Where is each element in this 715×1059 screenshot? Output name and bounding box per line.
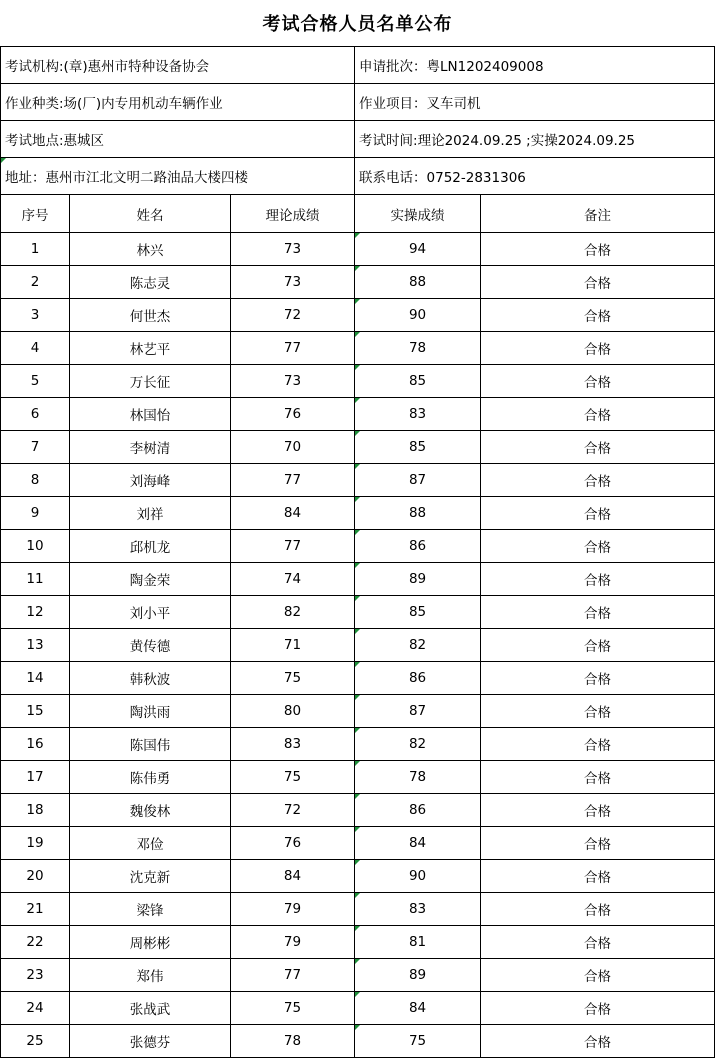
table-row bbox=[1, 761, 715, 794]
cell-remark: 合格 bbox=[481, 893, 715, 926]
info-row bbox=[1, 47, 715, 84]
cell-practice-score: 82 bbox=[355, 728, 481, 761]
cell-no: 13 bbox=[1, 629, 70, 662]
cell-name: 韩秋波 bbox=[70, 662, 231, 695]
table-row bbox=[1, 299, 715, 332]
cell-practice-score: 94 bbox=[355, 233, 481, 266]
cell-name: 魏俊林 bbox=[70, 794, 231, 827]
cell-no: 10 bbox=[1, 530, 70, 563]
work-item: 作业项目：叉车司机 bbox=[355, 84, 715, 121]
cell-remark: 合格 bbox=[481, 926, 715, 959]
cell-remark: 合格 bbox=[481, 827, 715, 860]
cell-name: 黄传德 bbox=[70, 629, 231, 662]
cell-practice-score: 78 bbox=[355, 332, 481, 365]
table-row bbox=[1, 563, 715, 596]
cell-name: 万长征 bbox=[70, 365, 231, 398]
cell-name: 周彬彬 bbox=[70, 926, 231, 959]
table-row bbox=[1, 497, 715, 530]
cell-practice-score: 83 bbox=[355, 398, 481, 431]
cell-practice-score: 85 bbox=[355, 596, 481, 629]
cell-practice-score: 82 bbox=[355, 629, 481, 662]
table-row bbox=[1, 992, 715, 1025]
cell-name: 陶洪雨 bbox=[70, 695, 231, 728]
cell-theory-score: 73 bbox=[231, 266, 355, 299]
table-row bbox=[1, 464, 715, 497]
cell-name: 沈克新 bbox=[70, 860, 231, 893]
cell-theory-score: 77 bbox=[231, 530, 355, 563]
cell-theory-score: 73 bbox=[231, 233, 355, 266]
cell-remark: 合格 bbox=[481, 464, 715, 497]
cell-remark: 合格 bbox=[481, 629, 715, 662]
cell-theory-score: 84 bbox=[231, 497, 355, 530]
cell-no: 23 bbox=[1, 959, 70, 992]
page-title: 考试合格人员名单公布 bbox=[262, 14, 453, 35]
exam-time: 考试时间:理论2024.09.25 ;实操2024.09.25 bbox=[355, 121, 715, 158]
cell-theory-score: 79 bbox=[231, 926, 355, 959]
cell-name: 邓俭 bbox=[70, 827, 231, 860]
cell-remark: 合格 bbox=[481, 299, 715, 332]
cell-name: 林艺平 bbox=[70, 332, 231, 365]
table-row bbox=[1, 431, 715, 464]
cell-no: 19 bbox=[1, 827, 70, 860]
cell-practice-score: 81 bbox=[355, 926, 481, 959]
cell-name: 陈志灵 bbox=[70, 266, 231, 299]
cell-remark: 合格 bbox=[481, 794, 715, 827]
cell-theory-score: 73 bbox=[231, 365, 355, 398]
column-header-no: 序号 bbox=[1, 195, 70, 233]
cell-remark: 合格 bbox=[481, 497, 715, 530]
cell-practice-score: 90 bbox=[355, 860, 481, 893]
table-row bbox=[1, 794, 715, 827]
cell-no: 18 bbox=[1, 794, 70, 827]
cell-remark: 合格 bbox=[481, 596, 715, 629]
cell-name: 梁锋 bbox=[70, 893, 231, 926]
cell-remark: 合格 bbox=[481, 398, 715, 431]
cell-remark: 合格 bbox=[481, 992, 715, 1025]
cell-theory-score: 79 bbox=[231, 893, 355, 926]
contact-phone: 联系电话：0752-2831306 bbox=[355, 158, 715, 195]
cell-remark: 合格 bbox=[481, 728, 715, 761]
table-row bbox=[1, 827, 715, 860]
cell-remark: 合格 bbox=[481, 365, 715, 398]
table-row bbox=[1, 332, 715, 365]
cell-no: 22 bbox=[1, 926, 70, 959]
cell-practice-score: 87 bbox=[355, 464, 481, 497]
cell-no: 1 bbox=[1, 233, 70, 266]
cell-practice-score: 88 bbox=[355, 266, 481, 299]
info-row bbox=[1, 84, 715, 121]
cell-theory-score: 84 bbox=[231, 860, 355, 893]
cell-practice-score: 84 bbox=[355, 992, 481, 1025]
table-row bbox=[1, 629, 715, 662]
cell-no: 20 bbox=[1, 860, 70, 893]
cell-name: 林兴 bbox=[70, 233, 231, 266]
cell-name: 陈国伟 bbox=[70, 728, 231, 761]
cell-name: 刘海峰 bbox=[70, 464, 231, 497]
table-header bbox=[1, 195, 715, 233]
cell-no: 21 bbox=[1, 893, 70, 926]
cell-theory-score: 76 bbox=[231, 827, 355, 860]
cell-no: 24 bbox=[1, 992, 70, 1025]
cell-practice-score: 85 bbox=[355, 431, 481, 464]
cell-practice-score: 84 bbox=[355, 827, 481, 860]
address: 地址：惠州市江北文明二路油品大楼四楼 bbox=[1, 158, 355, 195]
result-table bbox=[0, 46, 715, 1058]
column-header-name: 姓名 bbox=[70, 195, 231, 233]
table-row bbox=[1, 365, 715, 398]
cell-name: 张德芬 bbox=[70, 1025, 231, 1058]
cell-remark: 合格 bbox=[481, 332, 715, 365]
exam-org: 考试机构:(章)惠州市特种设备协会 bbox=[1, 47, 355, 84]
cell-theory-score: 80 bbox=[231, 695, 355, 728]
table-row bbox=[1, 893, 715, 926]
cell-theory-score: 77 bbox=[231, 332, 355, 365]
cell-remark: 合格 bbox=[481, 563, 715, 596]
cell-theory-score: 72 bbox=[231, 794, 355, 827]
table-row bbox=[1, 398, 715, 431]
cell-remark: 合格 bbox=[481, 233, 715, 266]
cell-theory-score: 75 bbox=[231, 761, 355, 794]
work-type: 作业种类:场(厂)内专用机动车辆作业 bbox=[1, 84, 355, 121]
cell-no: 12 bbox=[1, 596, 70, 629]
cell-practice-score: 88 bbox=[355, 497, 481, 530]
cell-remark: 合格 bbox=[481, 1025, 715, 1058]
table-row bbox=[1, 926, 715, 959]
cell-practice-score: 86 bbox=[355, 530, 481, 563]
cell-theory-score: 74 bbox=[231, 563, 355, 596]
cell-no: 17 bbox=[1, 761, 70, 794]
exam-place: 考试地点:惠城区 bbox=[1, 121, 355, 158]
cell-practice-score: 86 bbox=[355, 662, 481, 695]
cell-practice-score: 75 bbox=[355, 1025, 481, 1058]
column-header-theory: 理论成绩 bbox=[231, 195, 355, 233]
cell-no: 14 bbox=[1, 662, 70, 695]
cell-practice-score: 83 bbox=[355, 893, 481, 926]
cell-no: 2 bbox=[1, 266, 70, 299]
cell-theory-score: 75 bbox=[231, 992, 355, 1025]
table-row bbox=[1, 860, 715, 893]
cell-theory-score: 72 bbox=[231, 299, 355, 332]
cell-no: 11 bbox=[1, 563, 70, 596]
cell-theory-score: 75 bbox=[231, 662, 355, 695]
cell-practice-score: 86 bbox=[355, 794, 481, 827]
cell-theory-score: 76 bbox=[231, 398, 355, 431]
table-row bbox=[1, 959, 715, 992]
table-row bbox=[1, 530, 715, 563]
table-row bbox=[1, 596, 715, 629]
cell-name: 林国怡 bbox=[70, 398, 231, 431]
cell-no: 15 bbox=[1, 695, 70, 728]
cell-remark: 合格 bbox=[481, 530, 715, 563]
cell-name: 邱机龙 bbox=[70, 530, 231, 563]
cell-practice-score: 90 bbox=[355, 299, 481, 332]
cell-remark: 合格 bbox=[481, 431, 715, 464]
cell-name: 陶金荣 bbox=[70, 563, 231, 596]
cell-name: 刘小平 bbox=[70, 596, 231, 629]
cell-practice-score: 85 bbox=[355, 365, 481, 398]
cell-no: 3 bbox=[1, 299, 70, 332]
cell-name: 陈伟勇 bbox=[70, 761, 231, 794]
table-row bbox=[1, 728, 715, 761]
cell-no: 5 bbox=[1, 365, 70, 398]
apply-batch: 申请批次：粤LN1202409008 bbox=[355, 47, 715, 84]
cell-no: 9 bbox=[1, 497, 70, 530]
cell-remark: 合格 bbox=[481, 761, 715, 794]
info-row bbox=[1, 158, 715, 195]
cell-no: 7 bbox=[1, 431, 70, 464]
table-row bbox=[1, 233, 715, 266]
cell-remark: 合格 bbox=[481, 959, 715, 992]
table-row bbox=[1, 695, 715, 728]
info-row bbox=[1, 121, 715, 158]
cell-practice-score: 89 bbox=[355, 959, 481, 992]
cell-theory-score: 70 bbox=[231, 431, 355, 464]
cell-no: 4 bbox=[1, 332, 70, 365]
cell-remark: 合格 bbox=[481, 695, 715, 728]
cell-theory-score: 82 bbox=[231, 596, 355, 629]
column-header-practice: 实操成绩 bbox=[355, 195, 481, 233]
table-row bbox=[1, 266, 715, 299]
cell-no: 6 bbox=[1, 398, 70, 431]
cell-remark: 合格 bbox=[481, 860, 715, 893]
cell-name: 刘祥 bbox=[70, 497, 231, 530]
table-row bbox=[1, 1025, 715, 1058]
cell-name: 李树清 bbox=[70, 431, 231, 464]
cell-no: 8 bbox=[1, 464, 70, 497]
table-row bbox=[1, 662, 715, 695]
cell-name: 郑伟 bbox=[70, 959, 231, 992]
cell-theory-score: 77 bbox=[231, 959, 355, 992]
cell-name: 何世杰 bbox=[70, 299, 231, 332]
cell-remark: 合格 bbox=[481, 266, 715, 299]
cell-no: 16 bbox=[1, 728, 70, 761]
cell-practice-score: 87 bbox=[355, 695, 481, 728]
cell-theory-score: 77 bbox=[231, 464, 355, 497]
cell-theory-score: 83 bbox=[231, 728, 355, 761]
column-header-remark: 备注 bbox=[481, 195, 715, 233]
cell-remark: 合格 bbox=[481, 662, 715, 695]
cell-theory-score: 71 bbox=[231, 629, 355, 662]
cell-practice-score: 89 bbox=[355, 563, 481, 596]
cell-name: 张战武 bbox=[70, 992, 231, 1025]
cell-practice-score: 78 bbox=[355, 761, 481, 794]
cell-theory-score: 78 bbox=[231, 1025, 355, 1058]
cell-no: 25 bbox=[1, 1025, 70, 1058]
